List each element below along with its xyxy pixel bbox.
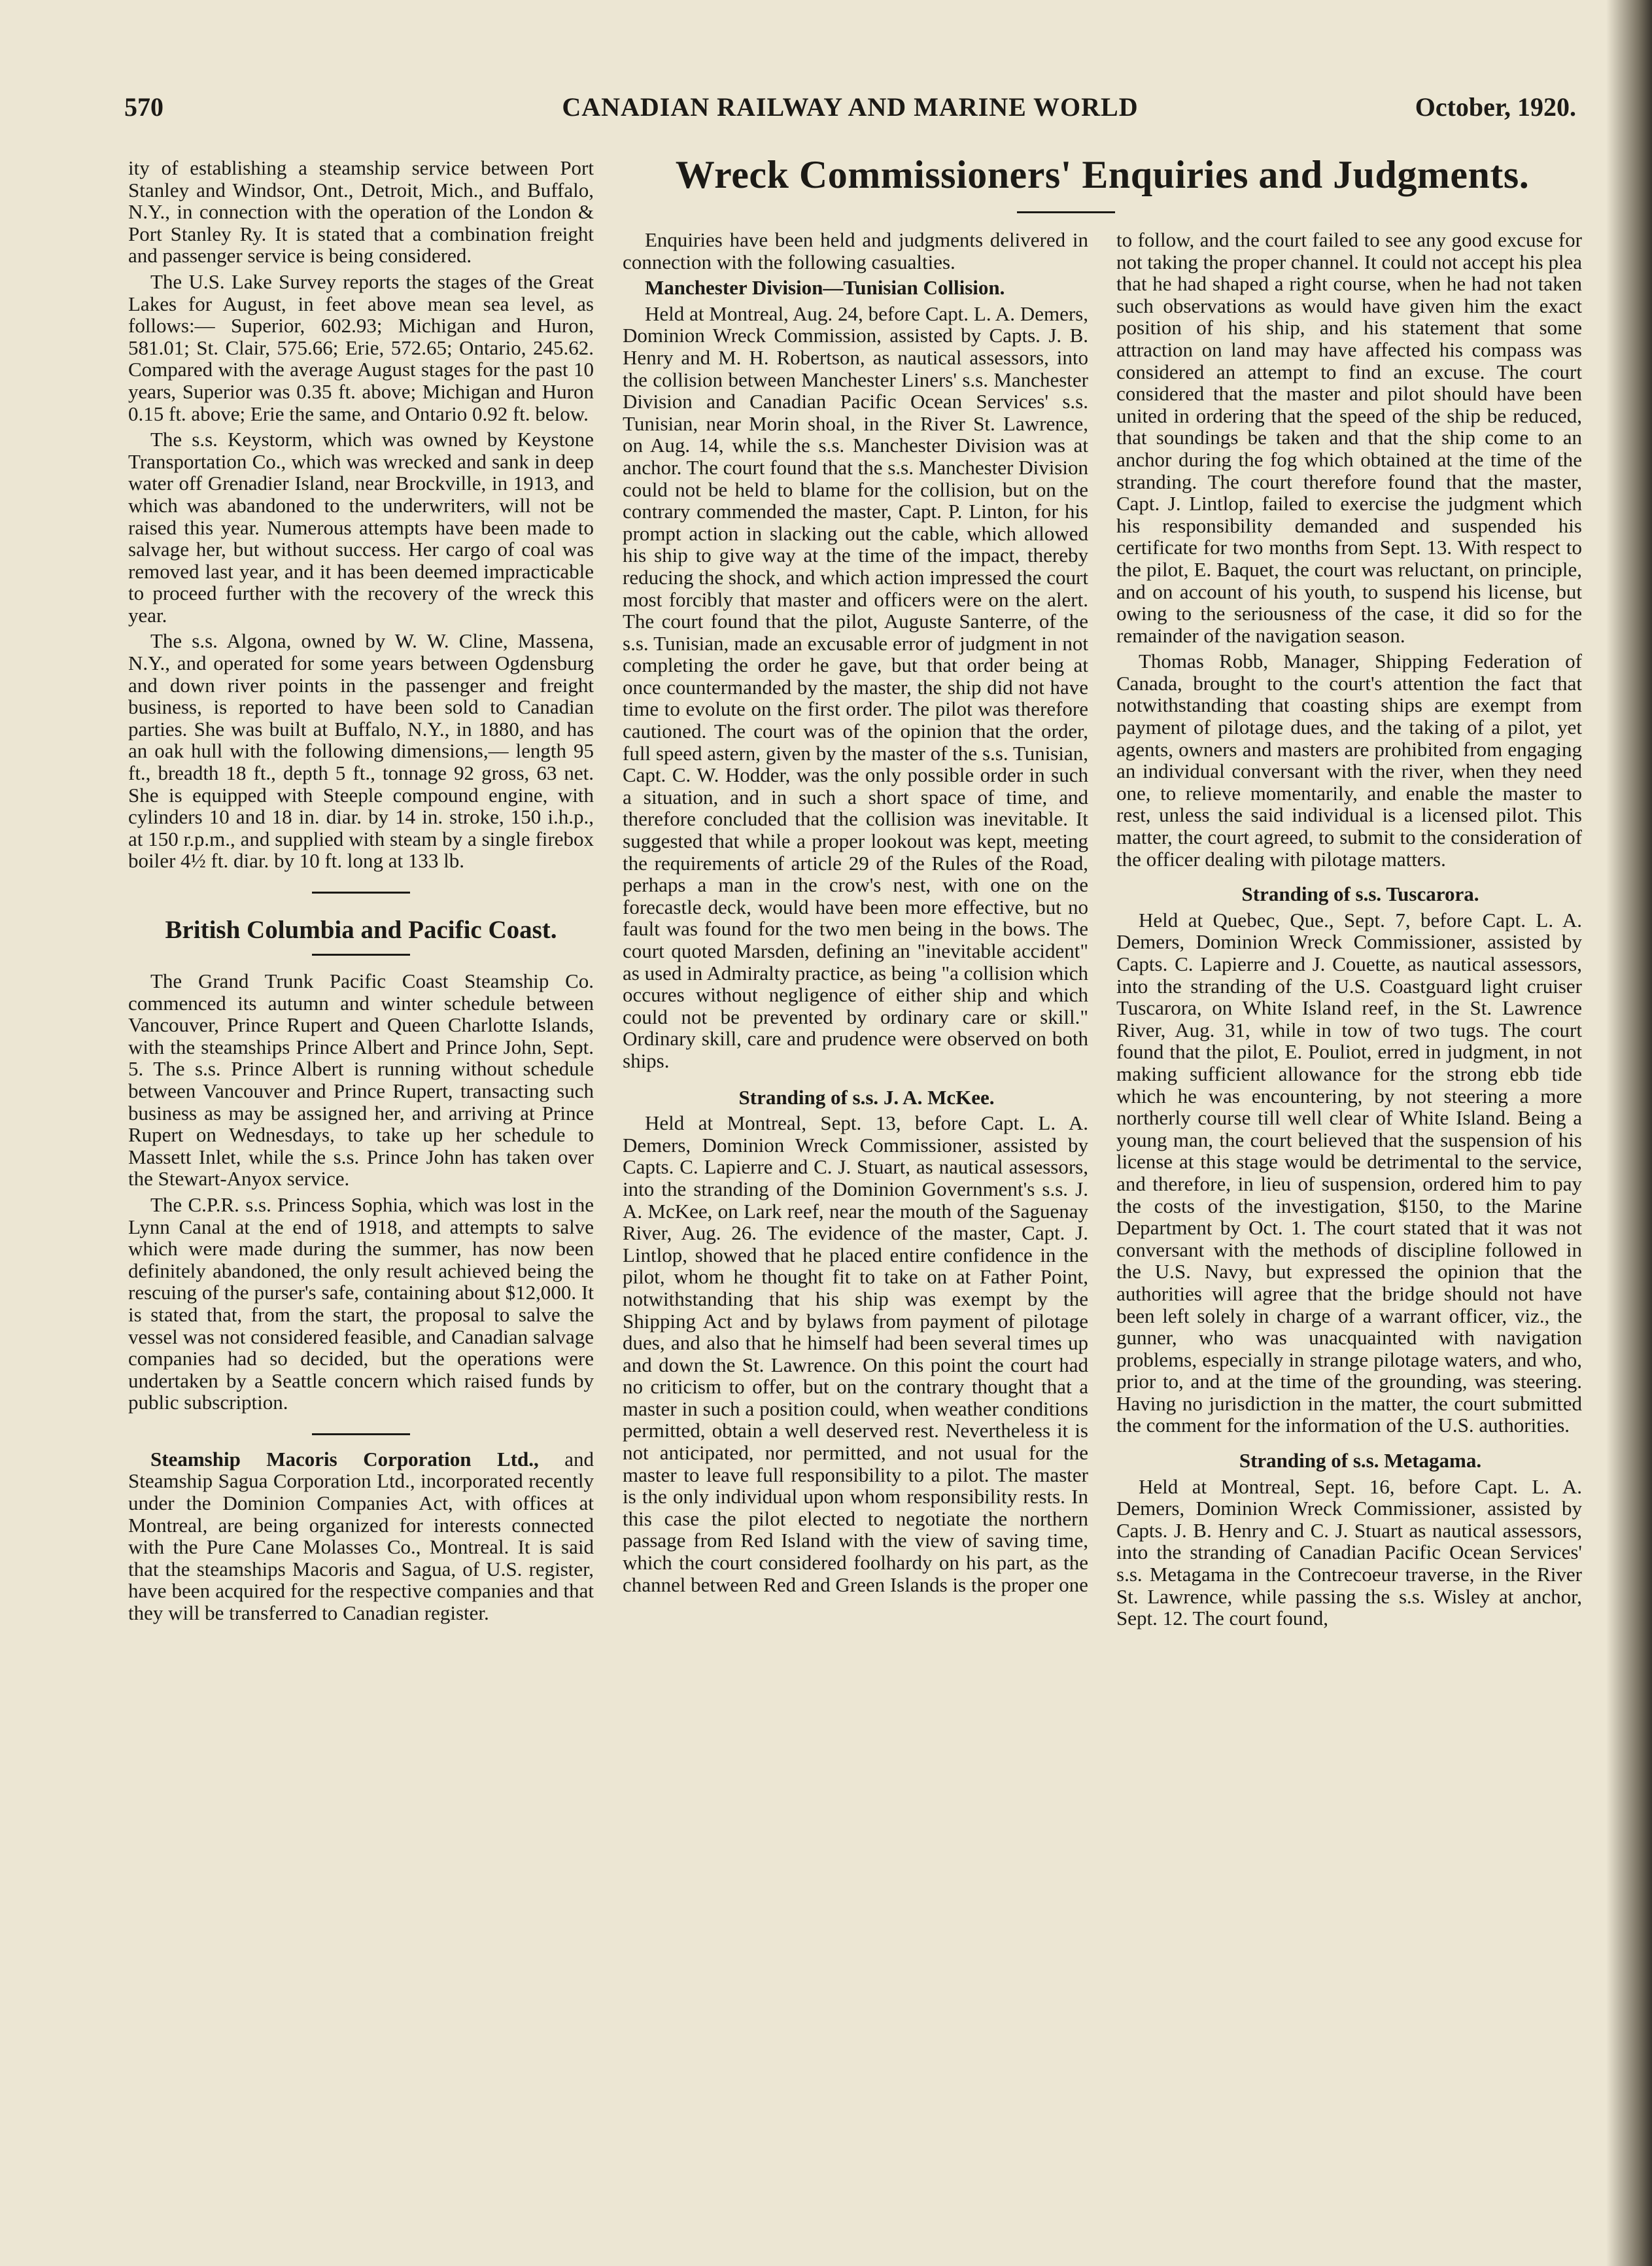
divider [312,954,410,956]
section-title: British Columbia and Pacific Coast. [165,916,557,944]
divider [312,1433,410,1435]
column-2 [623,229,1088,1599]
subsection-title: Stranding of s.s. J. A. McKee. [738,1085,995,1109]
subsection-title: Manchester Division—Tunisian Collision. [645,276,1005,300]
paragraph: Held at Montreal, Sept. 16, before Capt. L. A. Demers, Dominion Wreck Commissioner, assisted by Capts. J. B. Henry and C. J. Stuart as nautical assessors, into the stranding of Canadian Pacific Ocean Services' s.s. Metagama in the Contrecoeur traverse, in the River St. Lawrence, while passing the s.s. Wisley at anchor, Sept. 12. The court found, [1116,1474,1582,1630]
paragraph: ity of establishing a steamship service between Port Stanley and Windsor, Ont., Detroit, Mich., and Buffalo, N.Y., in connection with the operation of the London & Port Stanley Ry. It is stated that a combination freight and passenger service is being considered. [128,156,594,268]
page-header [124,92,1576,131]
paragraph: The U.S. Lake Survey reports the stages of the Great Lakes for August, in feet above mean sea level, as follows:— Superior, 602.93; Michigan and Huron, 581.01; St. Clair, 575.66; Erie, 572.65; Ontario, 245.62. Compared with the average August stages for the past 10 years, Superior was 0.35 ft. above; Michigan and Huron 0.15 ft. above; Erie the same, and Ontario 0.92 ft. below. [128,270,594,425]
journal-title: CANADIAN RAILWAY AND MARINE WORLD [562,92,1139,122]
article-title: Wreck Commissioners' Enquiries and Judgments. [675,153,1530,196]
paragraph [128,1448,594,1624]
column-3 [1116,229,1582,1633]
paragraph: Enquiries have been held and judgments delivered in connection with the following casualties. [623,228,1088,273]
subsection-title: Stranding of s.s. Tuscarora. [1241,882,1479,906]
page-number: 570 [124,92,163,122]
paragraph: The s.s. Algona, owned by W. W. Cline, Massena, N.Y., and operated for some years between Ogdensburg and down river points in the passenger and freight business, is reported to have been sold to Canadian parties. She was built at Buffalo, N.Y., in 1880, and has an oak hull with the following dimensions,— length 95 ft., breadth 18 ft., depth 5 ft., tonnage 92 gross, 63 net. She is equipped with Steeple compound engine, with cylinders 10 and 18 in. diar. by 14 in. stroke, 150 i.h.p., at 150 r.p.m., and supplied with steam by a single firebox boiler 4½ ft. diar. by 10 ft. long at 133 lb. [128,629,594,873]
paragraph: The C.P.R. s.s. Princess Sophia, which was lost in the Lynn Canal at the end of 1918, and attempts to salve which were made during the summer, has now been definitely abandoned, the only result achieved being the rescuing of the purser's safe, containing about $12,000. It is stated that, from the start, the proposal to salve the vessel was not considered feasible, and Canadian salvage companies had so decided, but the operations were undertaken by a Seattle concern which raised funds by public subscription. [128,1193,594,1414]
divider [312,892,410,894]
binding-shadow [1606,0,1652,2266]
paragraph: Held at Quebec, Que., Sept. 7, before Capt. L. A. Demers, Dominion Wreck Commissioner, assisted by Capts. C. Lapierre and J. Couette, as nautical assessors, into the stranding of the U.S. Coastguard light cruiser Tuscarora, on White Island reef, in the St. Lawrence River, Aug. 31, while in tow of two tugs. The court found that the pilot, E. Pouliot, erred in judgment, in not making sufficient allowance for the strong ebb tide which he was encountering, by not steering a more northerly course till well clear of White Island. Being a young man, the court believed that the suspension of his license at this stage would be detrimental to the service, and therefore, in lieu of suspension, ordered him to pay the costs of the investigation, $150, to the Marine Department by Oct. 1. The court stated that it was not conversant with the methods of discipline followed in the U.S. Navy, but expressed the opinion that the authorities will agree that the bridge should not have been left solely in charge of a warrant officer, viz., the gunner, who was unacquainted with navigation problems, especially in strange pilotage waters, and who, prior to, and at the time of the grounding, was steering. Having no jurisdiction in the matter, the court submitted the comment for the information of the U.S. authorities. [1116,908,1582,1437]
company-name: Steamship Macoris Corporation Ltd., [150,1447,539,1471]
paragraph: Thomas Robb, Manager, Shipping Federation of Canada, brought to the court's attention the fact that notwithstanding that coasting ships are exempt from payment of pilotage dues, and the taking of a pilot, yet agents, owners and masters are prohibited from engaging an individual conversant with the river, when they need one, to relieve momentarily, and enable the master to rest, unless the said individual is a licensed pilot. This matter, the court agreed, to submit to the consideration of the officer dealing with pilotage matters. [1116,650,1582,871]
subsection-title: Stranding of s.s. Metagama. [1239,1449,1482,1473]
divider [1017,211,1115,213]
paragraph-text: and Steamship Sagua Corporation Ltd., incorporated recently under the Dominion Companies Act, with offices at Montreal, are being organized for interests connected with the Pure Cane Molasses Co., Montreal. It is said that the steamships Macoris and Sagua, of U.S. register, have been acquired for the respective companies and that they will be transferred to Canadian register. [128,1447,594,1625]
paragraph: Held at Montreal, Sept. 13, before Capt. L. A. Demers, Dominion Wreck Commissioner, assisted by Capts. C. Lapierre and C. J. Stuart, as nautical assessors, into the stranding of the Dominion Government's s.s. J. A. McKee, on Lark reef, near the mouth of the Saguenay River, Aug. 26. The evidence of the master, Capt. J. Lintlop, showed that he placed entire confidence in the pilot, whom he thought fit to take on at Father Point, notwithstanding that his ship was exempt by the Shipping Act and by bylaws from payment of pilotage dues, and also that he himself had been several times up and down the St. Lawrence. On this point the court had no criticism to offer, but on the contrary thought that a master in such a position could, when weather conditions permitted, obtain a well deserved rest. Nevertheless it is not anticipated, nor permitted, and not usual for the master to leave full responsibility to a pilot. The master is the only individual upon whom responsibility rests. In this case the pilot elected to negotiate the northern passage from Red Island with the view of saving time, which the court considered foolhardy on his part, as the channel between Red and Green Islands is the proper one [623,1111,1088,1596]
column-1 [128,157,594,1628]
paragraph: The s.s. Keystorm, which was owned by Keystone Transportation Co., which was wrecked and sank in deep water off Grenadier Island, near Brockville, in 1913, and which was abandoned to the underwriters, will not be raised this year. Numerous attempts have been made to salvage her, but without success. Her cargo of coal was removed last year, and it has been deemed impracticable to proceed further with the recovery of the wreck this year. [128,428,594,627]
issue-date: October, 1920. [1415,92,1576,122]
paragraph: Held at Montreal, Aug. 24, before Capt. L. A. Demers, Dominion Wreck Commission, assisted by Capts. J. B. Henry and M. H. Robertson, as nautical assessors, into the collision between Manchester Liners' s.s. Manchester Division and Canadian Pacific Ocean Services' s.s. Tunisian, near Morin shoal, in the River St. Lawrence, on Aug. 14, while the s.s. Manchester Division was at anchor. The court found that the s.s. Manchester Division could not be held to blame for the collision, but on the contrary commended the master, Capt. P. Linton, for his prompt action in slacking out the cable, which allowed his ship to give way at the time of the impact, thereby reducing the shock, and which action impressed the court most forcibly that master and officers were on the alert. The court found that the pilot, Auguste Santerre, of the s.s. Tunisian, made an excusable error of judgment in not completing the order he gave, but that order being at once countermanded by the master, the ship did not have time to evolute on the first order. The pilot was therefore cautioned. The court was of the opinion that the order, full speed astern, given by the master of the s.s. Tunisian, Capt. C. W. Hodder, was the only possible order in such a situation, and in such a short space of time, and therefore concluded that the collision was inevitable. It suggested that while a proper lookout was kept, meeting the requirements of article 29 of the Rules of the Road, perhaps a man in the crow's nest, with one on the forecastle deck, would have been more effective, but no fault was found for the two men being in the bows. The court quoted Marsden, defining an "inevitable accident" as used in Admiralty practice, as being "a collision which occures without negligence of either ship and which could not be prevented by ordinary care or skill." Ordinary skill, care and prudence were observed on both ships. [623,302,1088,1072]
paragraph: to follow, and the court failed to see any good excuse for not taking the proper channel. It could not accept his plea that he had shaped a right course, when he had not taken such observations as would have given him the exact position of his ship, and his statement that some attraction on land may have affected his compass was considered an attempt to find an excuse. The court considered that the master and pilot should have been united in ordering that the speed of the ship be reduced, that soundings be taken and that the ship come to an anchor during the fog which obtained at the time of the stranding. The court therefore found that the master, Capt. J. Lintlop, failed to exercise the judgment which his responsibility demanded and suspended his certificate for two months from Sept. 13. With respect to the pilot, E. Baquet, the court was reluctant, on principle, and on account of his youth, to suspend his license, but owing to the seriousness of the case, it did so for the remainder of the navigation season. [1116,228,1582,647]
paragraph: The Grand Trunk Pacific Coast Steamship Co. commenced its autumn and winter schedule between Vancouver, Prince Rupert and Queen Charlotte Islands, with the steamships Prince Albert and Prince John, Sept. 5. The s.s. Prince Albert is running without schedule between Vancouver and Prince Rupert, transacting such business as may be assigned her, and arriving at Prince Rupert on Wednesdays, to take up her schedule to Massett Inlet, while the s.s. Prince John has taken over the Stewart-Anyox service. [128,969,594,1191]
